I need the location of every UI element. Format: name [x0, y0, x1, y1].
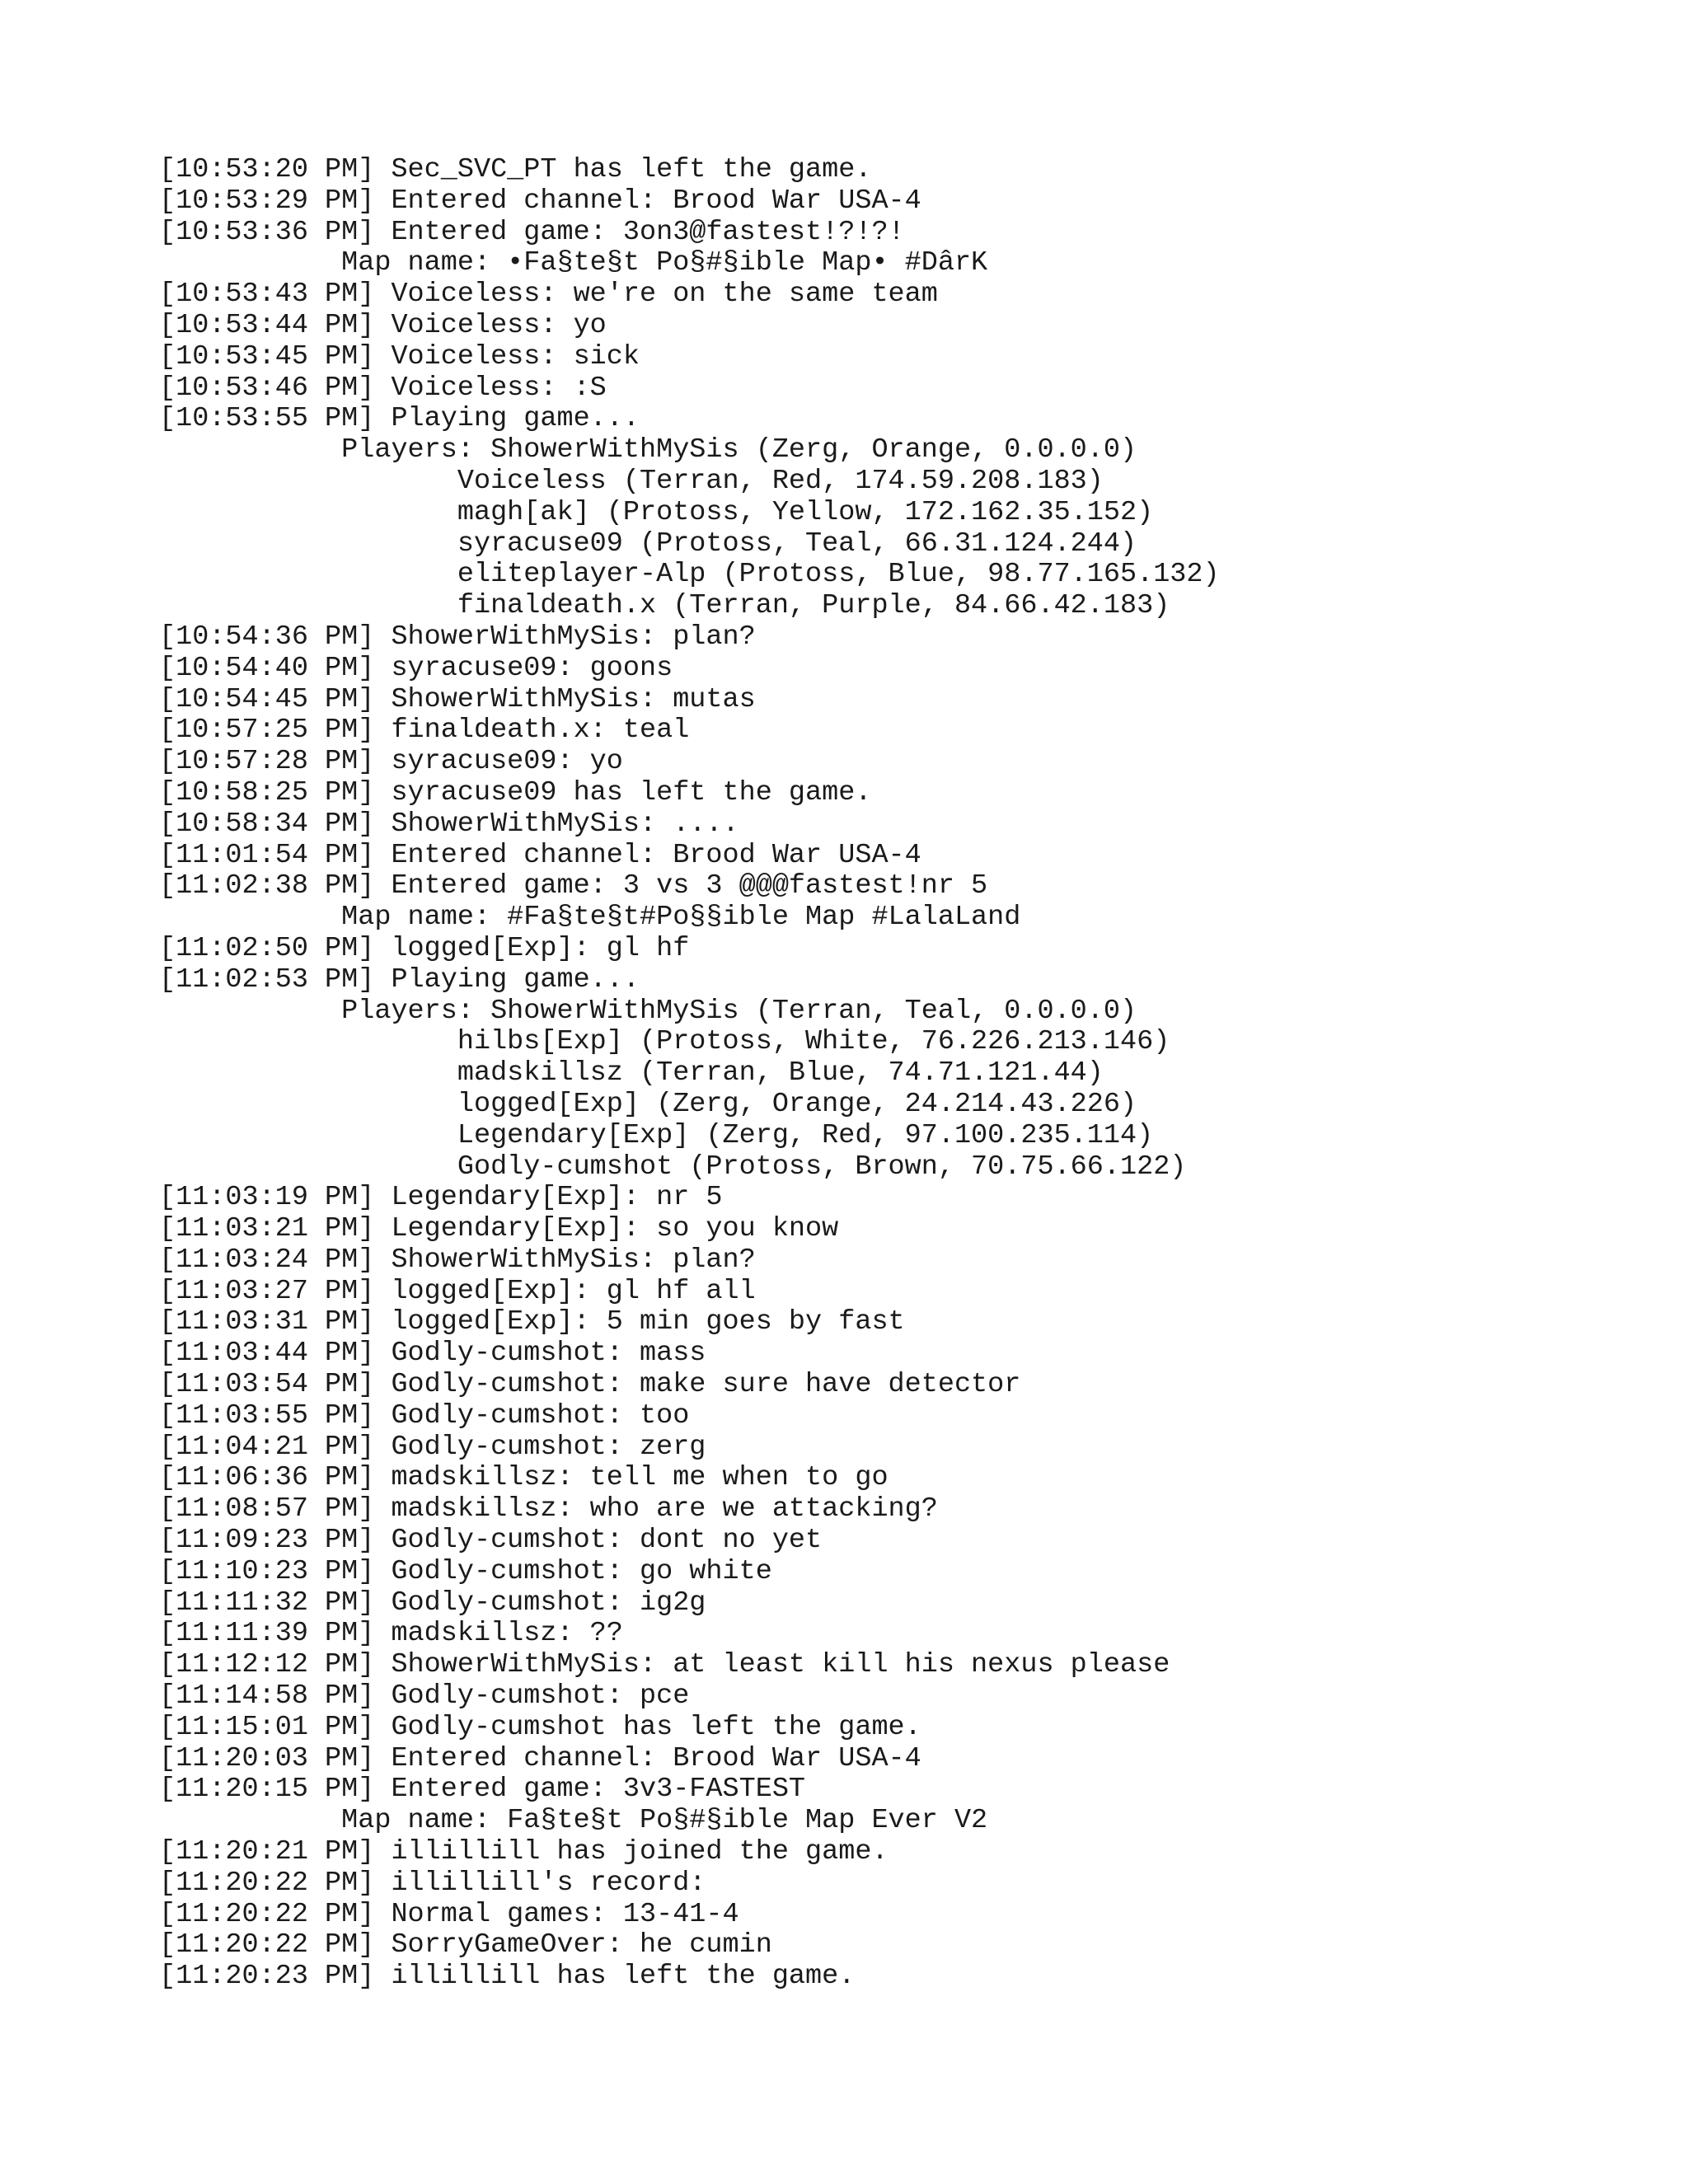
- log-line: [11:15:01 PM] Godly-cumshot has left the game.: [159, 1711, 921, 1743]
- log-line: [11:11:32 PM] Godly-cumshot: ig2g: [159, 1586, 706, 1619]
- log-line: Players: ShowerWithMySis (Zerg, Orange, 0.0.0.0): [159, 434, 1137, 466]
- log-line: [11:14:58 PM] Godly-cumshot: pce: [159, 1680, 690, 1713]
- log-line: [11:03:54 PM] Godly-cumshot: make sure have detector: [159, 1369, 1021, 1401]
- log-line: [11:20:22 PM] SorryGameOver: he cumin: [159, 1929, 772, 1961]
- log-line: [10:53:20 PM] Sec_SVC_PT has left the game.: [159, 154, 872, 185]
- log-line: [11:02:50 PM] logged[Exp]: gl hf: [159, 932, 690, 964]
- log-line: [11:03:27 PM] logged[Exp]: gl hf all: [159, 1275, 756, 1307]
- log-line: Players: ShowerWithMySis (Terran, Teal, 0.0.0.0): [159, 995, 1137, 1027]
- log-line: [11:06:36 PM] madskillsz: tell me when to go: [159, 1462, 889, 1494]
- log-line: [11:20:22 PM] Normal games: 13-41-4: [159, 1898, 739, 1930]
- log-line: hilbs[Exp] (Protoss, White, 76.226.213.146): [159, 1026, 1170, 1058]
- log-line: [11:02:38 PM] Entered game: 3 vs 3 @@@fastest!nr 5: [159, 870, 988, 902]
- log-line: finaldeath.x (Terran, Purple, 84.66.42.183): [159, 590, 1170, 622]
- log-line: logged[Exp] (Zerg, Orange, 24.214.43.226): [159, 1088, 1137, 1120]
- log-line: [11:20:23 PM] illillill has left the game.: [159, 1961, 856, 1993]
- log-line: [10:53:36 PM] Entered game: 3on3@fastest!?!?!: [159, 216, 905, 248]
- log-line: Map name: Fa§te§t Po§#§ible Map Ever V2: [159, 1805, 988, 1837]
- log-line: [10:58:34 PM] ShowerWithMySis: ....: [159, 808, 739, 840]
- log-line: [10:53:43 PM] Voiceless: we're on the same team: [159, 279, 938, 311]
- log-line: [11:03:44 PM] Godly-cumshot: mass: [159, 1338, 706, 1370]
- chat-log: [159, 155, 1220, 1993]
- log-line: [11:01:54 PM] Entered channel: Brood War USA-4: [159, 839, 921, 871]
- log-line: [10:53:55 PM] Playing game...: [159, 403, 640, 435]
- log-line: [11:11:39 PM] madskillsz: ??: [159, 1618, 623, 1650]
- log-line: syracuse09 (Protoss, Teal, 66.31.124.244): [159, 527, 1137, 560]
- log-line: [11:12:12 PM] ShowerWithMySis: at least kill his nexus please: [159, 1649, 1170, 1681]
- log-line: [11:20:21 PM] illillill has joined the game.: [159, 1836, 889, 1868]
- log-line: [11:10:23 PM] Godly-cumshot: go white: [159, 1555, 772, 1587]
- log-line: [10:53:44 PM] Voiceless: yo: [159, 309, 607, 341]
- log-line: [11:03:31 PM] logged[Exp]: 5 min goes by fast: [159, 1306, 905, 1338]
- log-line: magh[ak] (Protoss, Yellow, 172.162.35.152): [159, 496, 1154, 528]
- log-line: [10:58:25 PM] syracuse09 has left the game.: [159, 776, 872, 808]
- log-line: madskillsz (Terran, Blue, 74.71.121.44): [159, 1057, 1104, 1090]
- log-line: [10:54:40 PM] syracuse09: goons: [159, 652, 673, 684]
- log-line: [11:20:22 PM] illillill's record:: [159, 1867, 706, 1899]
- log-line: [11:04:21 PM] Godly-cumshot: zerg: [159, 1431, 706, 1463]
- log-line: [10:53:29 PM] Entered channel: Brood War USA-4: [159, 185, 921, 217]
- log-line: [11:03:55 PM] Godly-cumshot: too: [159, 1399, 690, 1432]
- log-line: [11:03:21 PM] Legendary[Exp]: so you know: [159, 1213, 839, 1245]
- log-line: [11:08:57 PM] madskillsz: who are we attacking?: [159, 1493, 938, 1526]
- log-line: Godly-cumshot (Protoss, Brown, 70.75.66.122): [159, 1151, 1187, 1183]
- log-line: [11:20:03 PM] Entered channel: Brood War USA-4: [159, 1742, 921, 1774]
- log-line: [11:02:53 PM] Playing game...: [159, 963, 640, 996]
- log-line: Voiceless (Terran, Red, 174.59.208.183): [159, 465, 1104, 497]
- log-line: Map name: •Fa§te§t Po§#§ible Map• #DârK: [159, 247, 988, 279]
- log-line: [10:53:45 PM] Voiceless: sick: [159, 340, 640, 373]
- log-line: [11:20:15 PM] Entered game: 3v3-FASTEST: [159, 1774, 806, 1806]
- log-line: [10:53:46 PM] Voiceless: :S: [159, 372, 607, 404]
- log-line: [10:54:36 PM] ShowerWithMySis: plan?: [159, 621, 756, 653]
- log-line: [11:09:23 PM] Godly-cumshot: dont no yet: [159, 1525, 823, 1557]
- log-line: Map name: #Fa§te§t#Po§§ible Map #LalaLand: [159, 902, 1021, 934]
- log-line: [11:03:24 PM] ShowerWithMySis: plan?: [159, 1244, 756, 1276]
- log-line: [10:54:45 PM] ShowerWithMySis: mutas: [159, 683, 756, 715]
- log-line: [10:57:25 PM] finaldeath.x: teal: [159, 715, 690, 747]
- log-line: [10:57:28 PM] syracuse09: yo: [159, 746, 623, 778]
- log-line: Legendary[Exp] (Zerg, Red, 97.100.235.114): [159, 1119, 1154, 1151]
- log-line: eliteplayer-Alp (Protoss, Blue, 98.77.165.132): [159, 559, 1220, 591]
- log-line: [11:03:19 PM] Legendary[Exp]: nr 5: [159, 1182, 723, 1214]
